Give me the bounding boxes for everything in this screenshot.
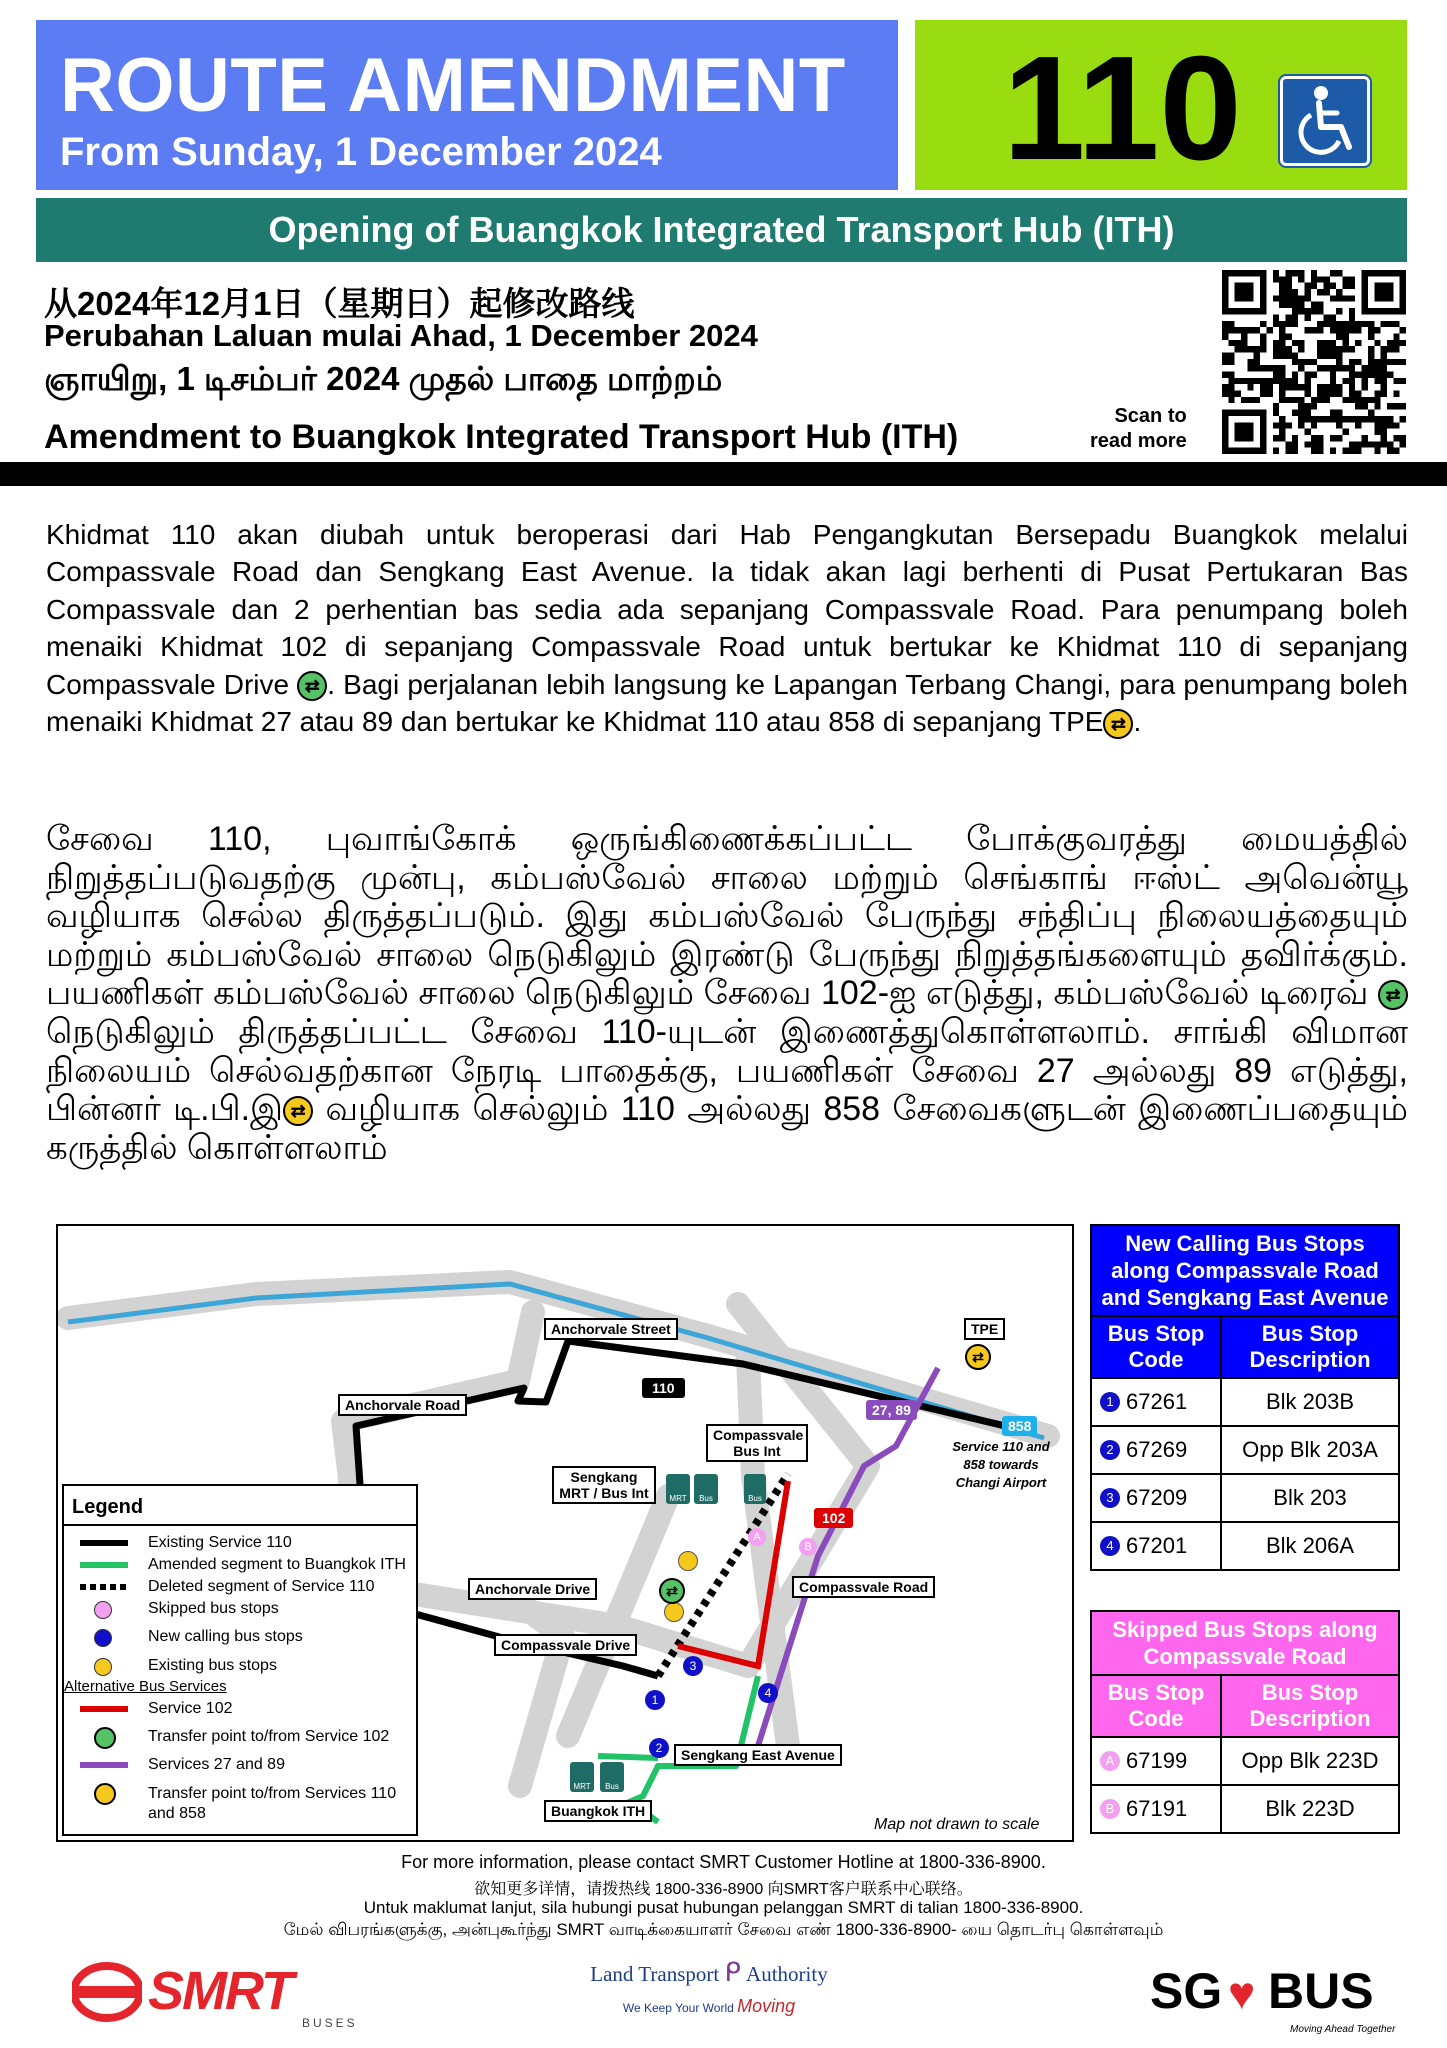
transfer-102-icon: ⇄: [659, 1578, 685, 1604]
legend-title: Legend: [64, 1486, 416, 1526]
col-desc-header: Bus Stop Description: [1249, 1321, 1371, 1372]
footer-malay: Untuk maklumat lanjut, sila hubungi pusat hubungan pelanggan SMRT di talian 1800-336-8900.: [363, 1898, 1084, 1917]
label-compassvale-road: Compassvale Road: [792, 1576, 935, 1598]
stop-code: 67261: [1126, 1389, 1188, 1414]
stop-marker: 2: [1100, 1440, 1120, 1460]
smrt-sub: BUSES: [302, 2016, 358, 2030]
effective-date: From Sunday, 1 December 2024: [60, 130, 662, 174]
skipped-stop-a: A: [748, 1528, 766, 1546]
footer-chinese: 欲知更多详情，请拨热线 1800-336-8900 向SMRT客户联系中心联络。: [474, 1881, 973, 1898]
stop-marker: 3: [1100, 1488, 1120, 1508]
bus-icon: Bus: [694, 1474, 718, 1504]
map-legend: Legend Existing Service 110 Amended segment to Buangkok ITH Deleted segment of Service 110 Skipped bus stops New calling bus stops Existing bus stops Alternative Bus Services Service 102 Transfer point to/from Service 102 Services 27 and 89 Transfer point to/from Services 110 and 858: [62, 1484, 418, 1836]
smrt-wordmark: SMRT: [148, 1961, 293, 2021]
col-code-header: Bus Stop Code: [1092, 1317, 1222, 1377]
badge-102: 102: [814, 1508, 853, 1528]
sgbus-tagline: Moving Ahead Together: [1290, 2024, 1396, 2035]
footer-english: For more information, please contact SMRT Customer Hotline at 1800-336-8900.: [401, 1852, 1046, 1872]
tamil-text-3: வழியாக செல்லும் 110 அல்லது 858 சேவைகளுடன் இணைப்பதையும் கருத்தில் கொள்ளலாம்: [46, 1090, 1409, 1167]
divider: [0, 462, 1447, 486]
col-desc-header: Bus Stop Description: [1249, 1680, 1371, 1731]
lta-name-2: Authority: [746, 1962, 828, 1986]
badge-27-89: 27, 89: [866, 1400, 917, 1420]
title-chinese: 从2024年12月1日（星期日）起修改路线: [44, 285, 635, 322]
badge-858: 858: [1002, 1416, 1037, 1436]
tamil-text-2: நெடுகிலும் திருத்தப்பட்ட சேவை 110-யுடன் இணைத்துகொள்ளலாம். சாங்கி விமான நிலையம் செல்வதற்கான நேரடி பாதைக்கு, பயணிகள் சேவை 27 அல்லது 89 எடுத்து, பின்னர் டி.பி.இ: [46, 1012, 1408, 1129]
badge-110: 110: [642, 1378, 685, 1398]
legend-alt-heading: Alternative Bus Services: [64, 1678, 227, 1695]
stop-description: Blk 206A: [1265, 1533, 1355, 1558]
stop-code: 67191: [1126, 1796, 1188, 1821]
stop-code: 67209: [1126, 1485, 1188, 1510]
table-row: [1092, 1521, 1398, 1569]
mrt-icon: MRT: [570, 1762, 594, 1792]
transfer-110-858-icon: ⇄: [1103, 709, 1133, 739]
wheelchair-accessible-icon: [1280, 76, 1370, 166]
label-tpe: TPE: [964, 1318, 1005, 1340]
banner: Opening of Buangkok Integrated Transport Hub (ITH): [36, 198, 1407, 262]
header-title-panel: [36, 20, 898, 190]
new-stop-1: 1: [645, 1690, 665, 1710]
stop-code: 67201: [1126, 1533, 1188, 1558]
new-stops-title: New Calling Bus Stops along Compassvale Road and Sengkang East Avenue: [1092, 1226, 1398, 1315]
stop-marker: B: [1100, 1799, 1120, 1819]
footer-tamil: மேல் விபரங்களுக்கு, அன்புகூர்ந்து SMRT வாடிக்கையாளர் சேவை எண் 1800-336-8900- யை தொடர்பு கொள்ளவும்: [283, 1920, 1164, 1939]
sgbus-logo: [1150, 1962, 1400, 2042]
lta-ribbon-icon: ᑭ: [724, 1958, 741, 1987]
stop-marker: 4: [1100, 1536, 1120, 1556]
table-row: [1092, 1736, 1398, 1784]
stop-marker: 1: [1100, 1392, 1120, 1412]
route-map: [56, 1224, 1074, 1842]
tamil-text-1: சேவை 110, புவாங்கோக் ஒருங்கிணைக்கப்பட்ட போக்குவரத்து மையத்தில் நிறுத்தப்படுவதற்கு முன்பு, கம்பஸ்வேல் சாலை மற்றும் செங்காங் ஈஸ்ட் அவென்யூ வழியாக செல்ல திருத்தப்படும். இது கம்பஸ்வேல் பேருந்து சந்திப்பு நிலையத்தையும் மற்றும் கம்பஸ்வேல் சாலை நெடுகிலும் இரண்டு பேருந்து நிறுத்தங்களையும் தவிர்க்கும். பயணிகள் கம்பஸ்வேல் சாலை நெடுகிலும் சேவை 102-ஐ எடுத்து, கம்பஸ்வேல் டிரைவ்: [46, 820, 1408, 1013]
new-stop-2: 2: [649, 1738, 669, 1758]
existing-stop: [664, 1602, 684, 1622]
skipped-stops-table: [1090, 1610, 1400, 1834]
label-compassvale-bus-int: Compassvale Bus Int: [706, 1424, 808, 1462]
transfer-102-icon: ⇄: [297, 671, 327, 701]
smrt-swoosh-icon: [72, 1962, 142, 2022]
label-sengkang-east-avenue: Sengkang East Avenue: [674, 1744, 842, 1766]
stop-description: Opp Blk 223D: [1241, 1748, 1379, 1773]
skipped-stop-b: B: [799, 1538, 817, 1556]
stop-description: Blk 203: [1273, 1485, 1347, 1510]
malay-text-2: . Bagi perjalanan lebih langsung ke Lapangan Terbang Changi, para penumpang boleh menaiki Khidmat 27 atau 89 dan bertukar ke Khidmat 110 atau 858 di sepanjang TPE: [46, 668, 1408, 738]
page-title: ROUTE AMENDMENT: [60, 43, 846, 128]
col-code-header: Bus Stop Code: [1092, 1676, 1222, 1736]
lta-name-1: Land Transport: [590, 1962, 720, 1986]
qr-caption-line2: read more: [1090, 430, 1187, 452]
malay-text-1: Khidmat 110 akan diubah untuk beroperasi dari Hab Pengangkutan Bersepadu Buangkok melalui Compassvale Road dan Sengkang East Avenue. Ia tidak akan lagi berhenti di Pusat Pertukaran Bas Compassvale dan 2 perhentian bas sedia ada sepanjang Compassvale Road. Para penumpang boleh menaiki Khidmat 102 di sepanjang Compassvale Road untuk bertukar ke Khidmat 110 di sepanjang Compassvale Drive: [46, 519, 1408, 700]
label-anchorvale-road: Anchorvale Road: [338, 1394, 467, 1416]
not-to-scale-note: Map not drawn to scale: [874, 1816, 1040, 1833]
mrt-icon: MRT: [666, 1474, 690, 1504]
table-header: [1092, 1674, 1398, 1736]
transfer-110-858-icon: ⇄: [965, 1344, 991, 1370]
lta-logo: [574, 1958, 844, 2038]
label-sengkang-mrt: Sengkang MRT / Bus Int: [552, 1466, 656, 1504]
lta-moving: Moving: [737, 1996, 796, 2016]
label-buangkok-ith: Buangkok ITH: [544, 1800, 652, 1822]
stop-marker: A: [1100, 1751, 1120, 1771]
transfer-110-858-icon: ⇄: [283, 1096, 313, 1126]
label-anchorvale-drive: Anchorvale Drive: [468, 1578, 597, 1600]
sgbus-bus: BUS: [1268, 1963, 1374, 2019]
lta-tagline: We Keep Your World: [622, 2001, 734, 2015]
qr-caption-line1: Scan to: [1114, 405, 1187, 427]
qr-code[interactable]: [1222, 270, 1406, 454]
stop-description: Blk 223D: [1265, 1796, 1355, 1821]
new-stop-4: 4: [758, 1683, 778, 1703]
skipped-stops-title: Skipped Bus Stops along Compassvale Road: [1092, 1612, 1398, 1674]
label-compassvale-drive: Compassvale Drive: [494, 1634, 637, 1656]
label-anchorvale-street: Anchorvale Street: [544, 1318, 678, 1340]
stop-description: Opp Blk 203A: [1242, 1437, 1378, 1462]
title-malay: Perubahan Laluan mulai Ahad, 1 December 2024: [44, 318, 758, 353]
existing-stop: [678, 1551, 698, 1571]
table-header: [1092, 1315, 1398, 1377]
malay-text-3: .: [1133, 706, 1142, 738]
table-row: [1092, 1784, 1398, 1832]
new-stop-3: 3: [683, 1656, 703, 1676]
route-number: 110: [1003, 26, 1242, 191]
heart-icon: ♥: [1228, 1967, 1256, 2019]
title-tamil: ஞாயிறு, 1 டிசம்பர் 2024 முதல் பாதை மாற்றம்: [44, 360, 723, 397]
table-row: [1092, 1377, 1398, 1425]
qr-caption: [1090, 404, 1187, 454]
stop-code: 67199: [1126, 1748, 1188, 1773]
table-row: [1092, 1425, 1398, 1473]
sgbus-sg: SG: [1150, 1963, 1223, 2019]
route-number-panel: [915, 20, 1407, 190]
stop-description: Blk 203B: [1265, 1389, 1355, 1414]
bus-icon: Bus: [600, 1762, 624, 1792]
title-english: Amendment to Buangkok Integrated Transport Hub (ITH): [44, 418, 959, 456]
service-note: Service 110 and 858 towards Changi Airport: [952, 1439, 1050, 1490]
tamil-paragraph: [46, 820, 1408, 1167]
table-row: [1092, 1473, 1398, 1521]
stop-code: 67269: [1126, 1437, 1188, 1462]
smrt-logo: [72, 1960, 362, 2030]
new-stops-table: [1090, 1224, 1400, 1571]
transfer-102-icon: ⇄: [1378, 980, 1408, 1010]
bus-icon: Bus: [744, 1474, 766, 1504]
malay-paragraph: [46, 516, 1408, 740]
